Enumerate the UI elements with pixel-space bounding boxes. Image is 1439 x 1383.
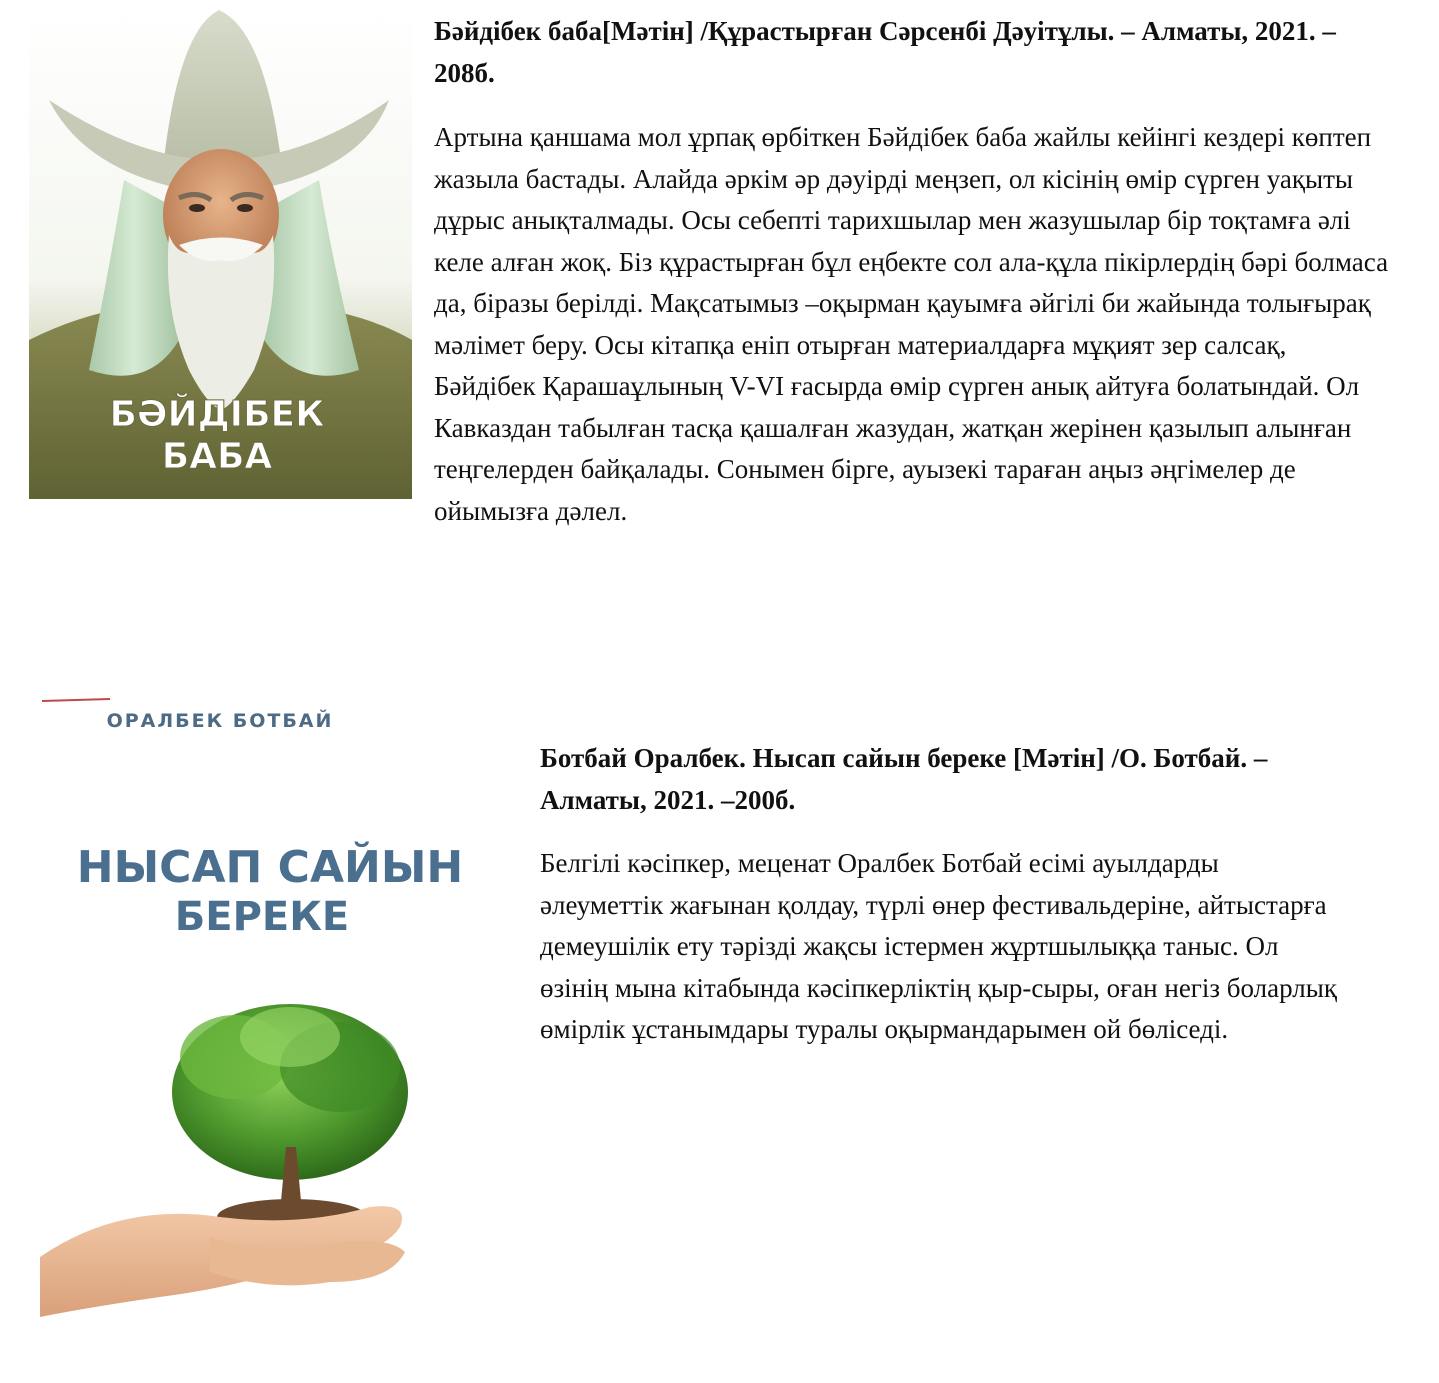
- book-title-2: Ботбай Оралбек. Нысап сайын береке [Мәтін] /О. Ботбай. – Алматы, 2021. –200б.: [540, 743, 1268, 815]
- cover-illustration-tree: [40, 697, 508, 1337]
- book-description-1-text: Артына қаншама мол ұрпақ өрбіткен Бәйдібек баба жайлы кейінгі кездері көптеп жазыла бастады. Алайда әркім әр дәуірді меңзеп, ол кісінің өмір сүрген уақыты дұрыс анықталмады. Осы себепті тарихшылар мен жазушылар бір тоқтамға әлі келе алған жоқ. Біз құрастырған бұл еңбекте сол ала-құла пікірлердің бәрі болмаса да, біразы берілді. Мақсатымыз –оқырман қауымға әйгілі би жайында толығырақ мәлімет беру. Осы кітапқа еніп отырған материалдарға мұқият зер салсақ, Бәйдібек Қарашаұлының V-VI ғасырда өмір сүрген анық айтуға болатындай. Ол Кавказдан табылған тасқа қашалған жазудан, жатқан жерінен қазылып алынған теңгелерден байқалады. Сонымен бірге, ауызекі тараған аңыз әңгімелер де ойымызға дәлел.: [434, 122, 1389, 526]
- book-cover-nysap: [40, 697, 508, 1337]
- book-description-2: Белгілі кәсіпкер, меценат Оралбек Ботбай есімі ауылдарды әлеуметтік жағынан қолдау, түрлі өнер фестивальдеріне, айтыстарға демеушілік ету тәрізді жақсы істермен жұртшылыққа таныс. Ол өзінің мына кітабында кәсіпкерліктің қыр-сыры, оған негіз боларлық өмірлік ұстанымдары туралы оқырмандарымен ой бөліседі.: [540, 848, 1338, 1044]
- cover-author: ОРАЛБЕК БОТБАЙ: [106, 710, 334, 732]
- cover-title-line2: БЕРЕКЕ: [174, 894, 350, 940]
- book-description-1: [21, 117, 1391, 532]
- cover-title-line1: БӘЙДІБЕК: [109, 394, 325, 435]
- cover-title-line2: БАБА: [161, 436, 273, 477]
- cover-title-line1: НЫСАП САЙЫН: [76, 842, 464, 893]
- book-title-1: Бәйдібек баба[Мәтін] /Құрастырған Сәрсенбі Дәуітұлы. – Алматы, 2021. –208б.: [434, 16, 1336, 88]
